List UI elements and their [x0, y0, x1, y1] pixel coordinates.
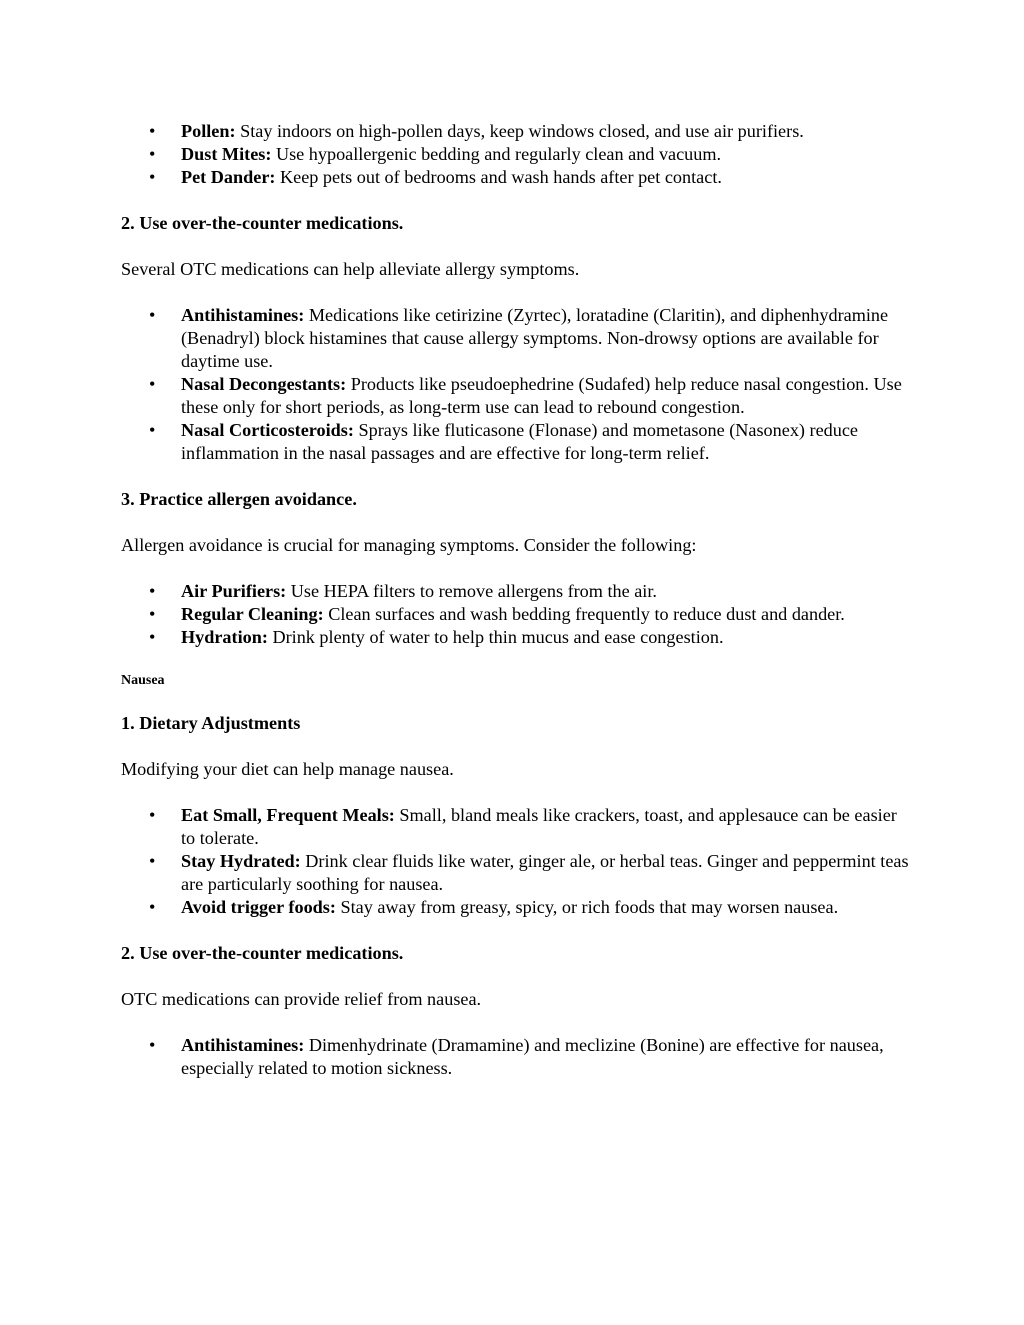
section-intro: OTC medications can provide relief from nausea.	[121, 989, 482, 1009]
list-item	[121, 850, 911, 896]
list-item-term: Pollen:	[181, 121, 236, 141]
list-item-text: Dimenhydrinate (Dramamine) and meclizine (Bonine) are effective for nausea, especially related to motion sickness.	[181, 1035, 884, 1078]
list-item	[121, 603, 911, 626]
list-item	[121, 304, 911, 373]
list-item	[121, 804, 911, 850]
list-item-text: Small, bland meals like crackers, toast, and applesauce can be easier to tolerate.	[181, 805, 897, 848]
section-heading: 1. Dietary Adjustments	[121, 713, 301, 733]
dietary-adjustments-list	[121, 804, 911, 919]
nausea-otc-list	[121, 1034, 911, 1080]
list-item	[121, 1034, 911, 1080]
list-item-text: Drink plenty of water to help thin mucus and ease congestion.	[267, 627, 724, 647]
list-item-term: Hydration:	[181, 627, 268, 647]
list-item-term: Air Purifiers:	[181, 581, 287, 601]
section-heading: 2. Use over-the-counter medications.	[121, 213, 404, 233]
list-item	[121, 626, 911, 649]
list-item-term: Stay Hydrated:	[181, 851, 301, 871]
list-item-term: Nasal Decongestants:	[181, 374, 347, 394]
list-item-term: Avoid trigger foods:	[181, 897, 336, 917]
list-item-text: Use HEPA filters to remove allergens from the air.	[286, 581, 657, 601]
list-item-term: Antihistamines:	[181, 305, 305, 325]
list-item-term: Dust Mites:	[181, 144, 272, 164]
list-item	[121, 419, 911, 465]
section-intro: Several OTC medications can help alleviate allergy symptoms.	[121, 259, 580, 279]
list-item	[121, 143, 911, 166]
list-item-term: Regular Cleaning:	[181, 604, 324, 624]
list-item-text: Medications like cetirizine (Zyrtec), loratadine (Claritin), and diphenhydramine (Benadryl) block histamines that cause allergy symptoms. Non-drowsy options are available for daytime use.	[181, 305, 889, 371]
document-page	[121, 120, 911, 1080]
section-heading: 2. Use over-the-counter medications.	[121, 943, 404, 963]
list-item-text: Drink clear fluids like water, ginger ale, or herbal teas. Ginger and peppermint teas are particularly soothing for nausea.	[181, 851, 909, 894]
list-item-term: Eat Small, Frequent Meals:	[181, 805, 395, 825]
nausea-title: Nausea	[121, 673, 165, 688]
list-item	[121, 166, 911, 189]
list-item-term: Pet Dander:	[181, 167, 276, 187]
otc-medication-list	[121, 304, 911, 465]
allergen-avoidance-list	[121, 580, 911, 649]
list-item-term: Antihistamines:	[181, 1035, 305, 1055]
list-item-text: Use hypoallergenic bedding and regularly clean and vacuum.	[271, 144, 722, 164]
section-intro: Allergen avoidance is crucial for managing symptoms. Consider the following:	[121, 535, 697, 555]
list-item-text: Stay away from greasy, spicy, or rich foods that may worsen nausea.	[335, 897, 839, 917]
list-item	[121, 373, 911, 419]
allergen-trigger-list	[121, 120, 911, 189]
list-item	[121, 580, 911, 603]
list-item	[121, 896, 911, 919]
list-item-term: Nasal Corticosteroids:	[181, 420, 354, 440]
list-item-text: Stay indoors on high-pollen days, keep windows closed, and use air purifiers.	[235, 121, 804, 141]
section-heading: 3. Practice allergen avoidance.	[121, 489, 357, 509]
list-item	[121, 120, 911, 143]
section-intro: Modifying your diet can help manage nausea.	[121, 759, 454, 779]
list-item-text: Clean surfaces and wash bedding frequently to reduce dust and dander.	[323, 604, 845, 624]
list-item-text: Keep pets out of bedrooms and wash hands after pet contact.	[275, 167, 722, 187]
list-item-text: Products like pseudoephedrine (Sudafed) help reduce nasal congestion. Use these only for short periods, as long-term use can lead to rebound congestion.	[181, 374, 902, 417]
list-item-text: Sprays like fluticasone (Flonase) and mometasone (Nasonex) reduce inflammation in the nasal passages and are effective for long-term relief.	[181, 420, 858, 463]
